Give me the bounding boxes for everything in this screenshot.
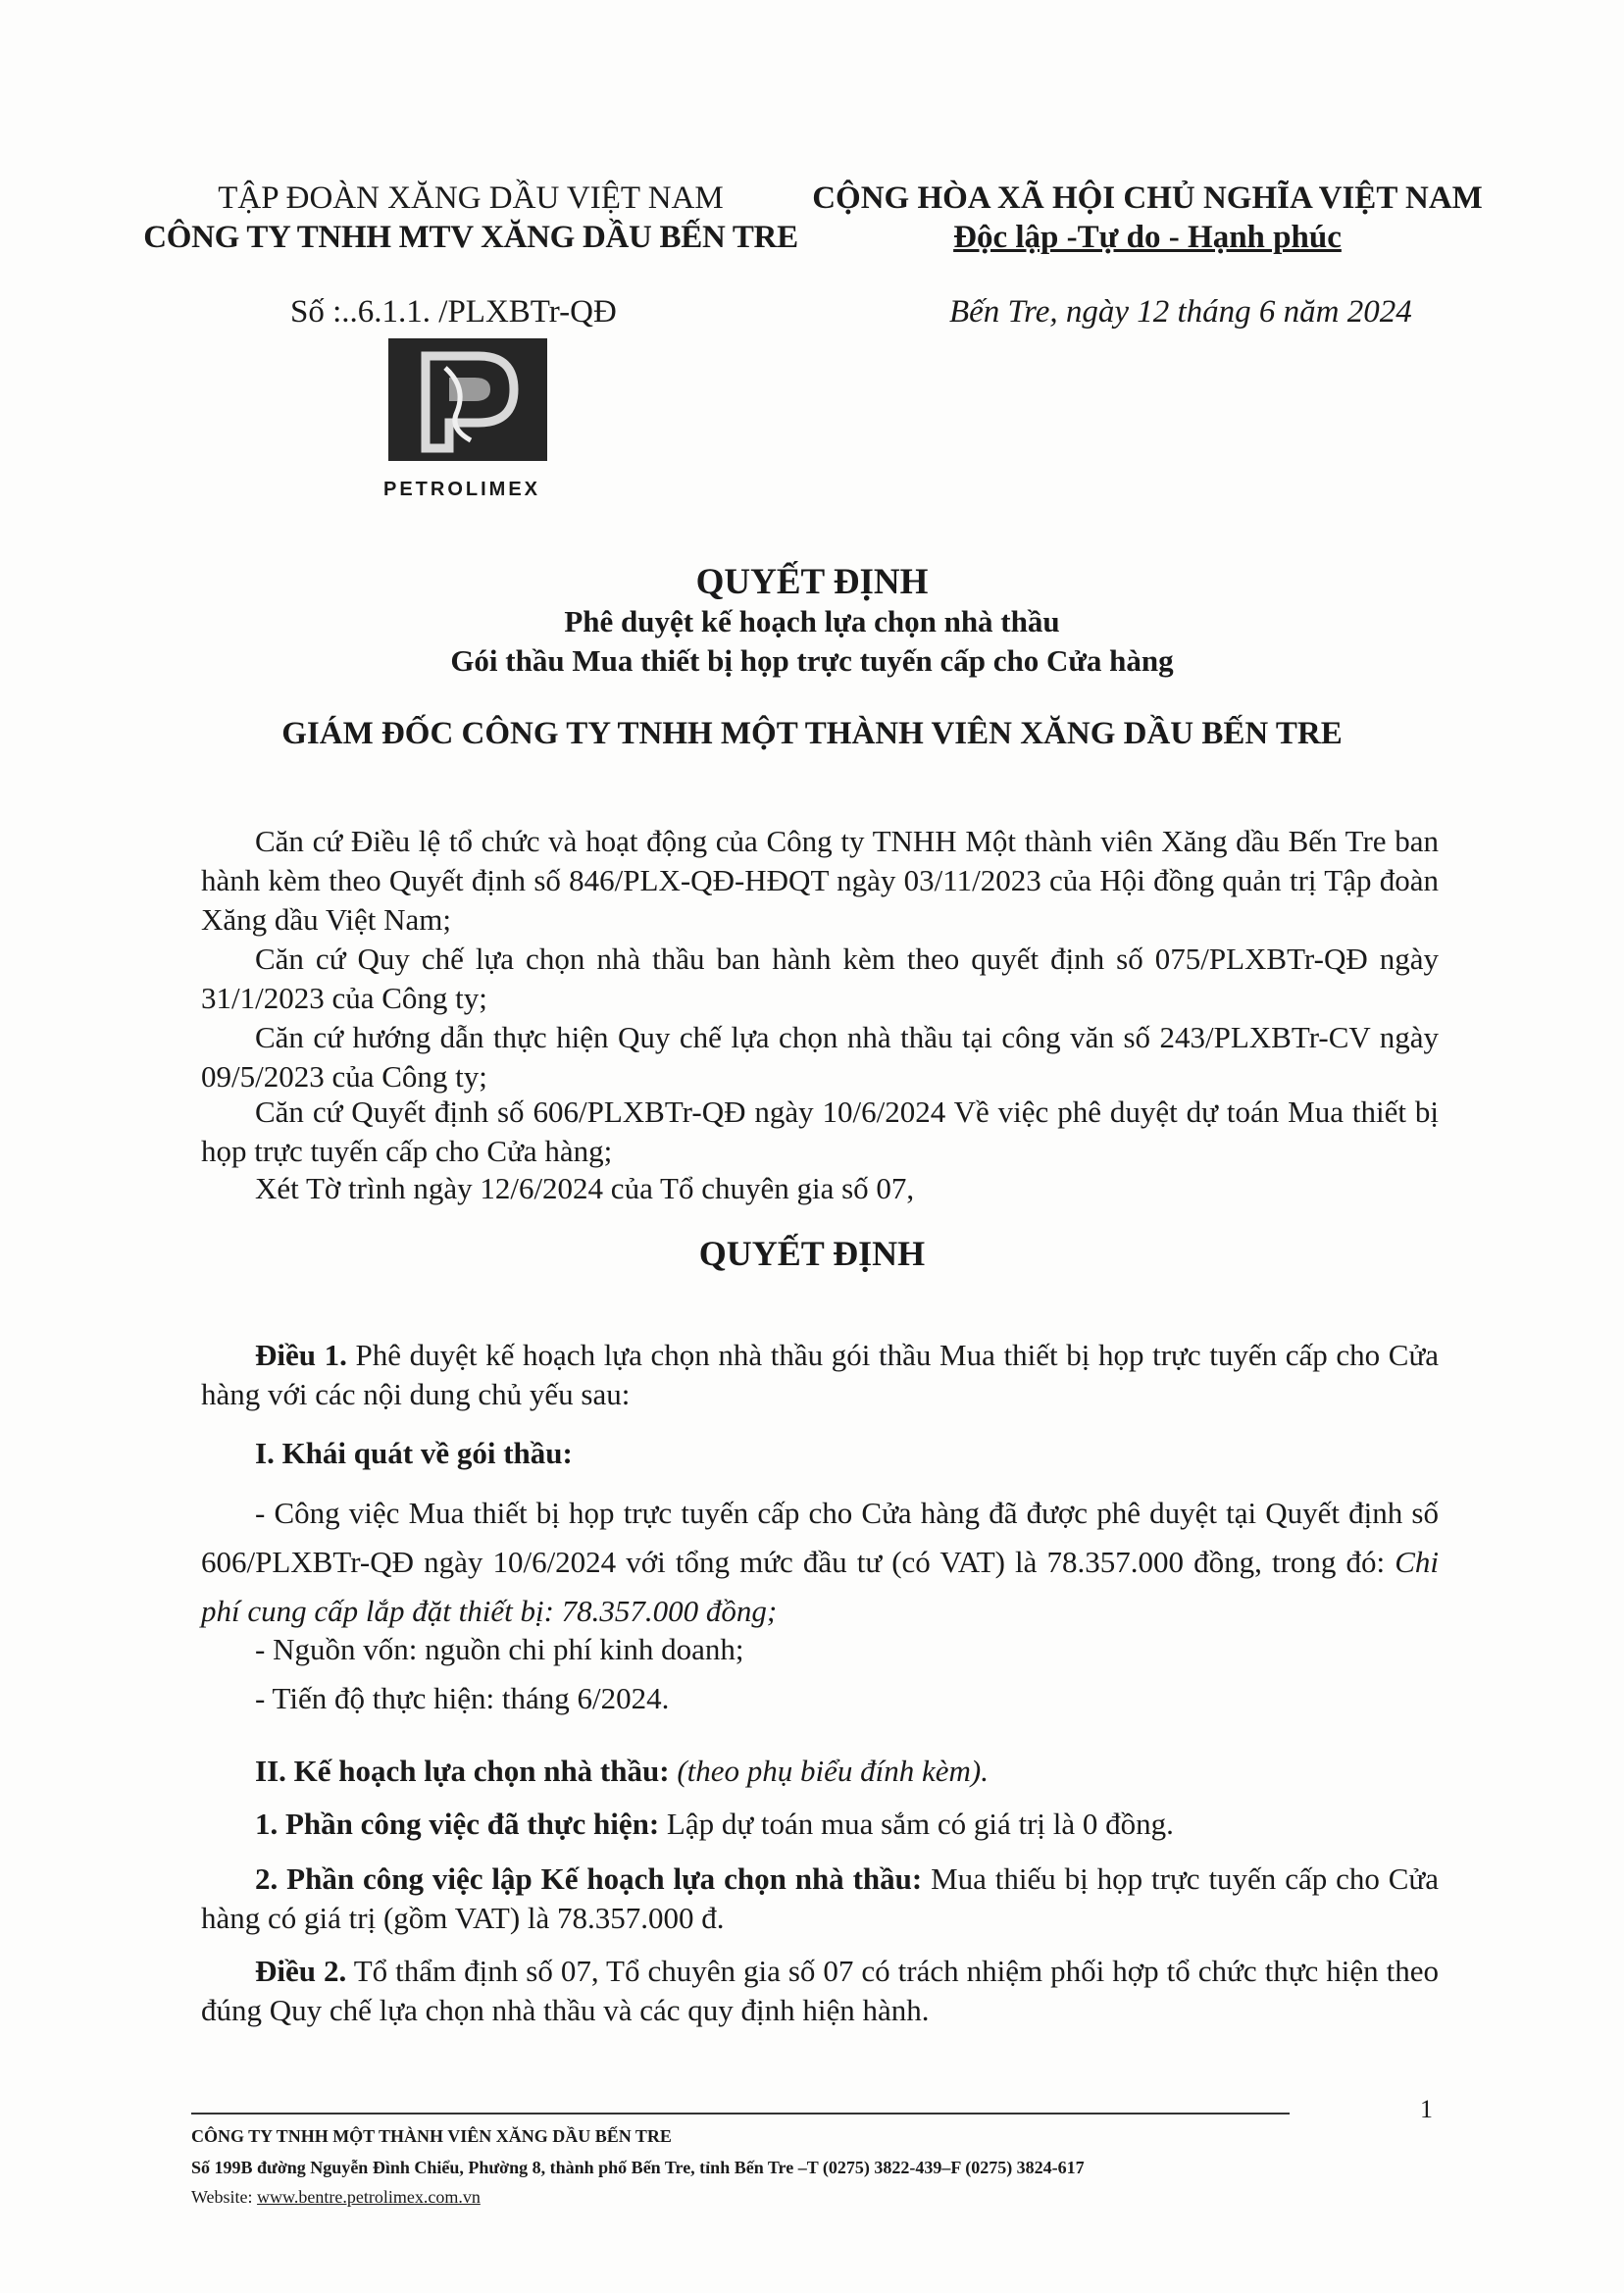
footer-divider — [191, 2113, 1290, 2115]
header-left — [137, 178, 804, 257]
parent-org: TẬP ĐOÀN XĂNG DẦU VIỆT NAM — [218, 180, 724, 216]
company-name: CÔNG TY TNHH MTV XĂNG DẦU BẾN TRE — [143, 220, 798, 255]
petrolimex-logo-icon — [388, 338, 547, 461]
logo-wordmark: PETROLIMEX — [382, 479, 540, 500]
header-right — [804, 178, 1491, 257]
national-motto: Độc lập -Tự do - Hạnh phúc — [953, 220, 1342, 255]
basis-2: Căn cứ Quy chế lựa chọn nhà thầu ban hành kèm theo quyết định số 075/PLXBTr-QĐ ngày 31/1/2023 của Công ty; — [201, 942, 1439, 1015]
document-date: Bến Tre, ngày 12 tháng 6 năm 2024 — [949, 294, 1412, 330]
page-number: 1 — [1420, 2095, 1433, 2123]
footer-address: Số 199B đường Nguyễn Đình Chiểu, Phường 8, thành phố Bến Tre, tỉnh Bến Tre –T (0275) 3822-439–F (0275) 3824-617 — [191, 2158, 1085, 2177]
section-1-heading: I. Khái quát về gói thầu: — [255, 1436, 573, 1470]
section-1-item-2: - Nguồn vốn: nguồn chi phí kinh doanh; — [255, 1632, 744, 1666]
basis-1: Căn cứ Điều lệ tổ chức và hoạt động của Công ty TNHH Một thành viên Xăng dầu Bến Tre ban hành kèm theo Quyết định số 846/PLX-QĐ-HĐQT ngày 03/11/2023 của Hội đồng quản trị Tập đoàn Xăng dầu Việt Nam; — [201, 824, 1439, 937]
national-title: CỘNG HÒA XÃ HỘI CHỦ NGHĨA VIỆT NAM — [812, 180, 1483, 216]
document-number: Số :..6.1.1. /PLXBTr-QĐ — [290, 294, 617, 330]
issuer-heading: GIÁM ĐỐC CÔNG TY TNHH MỘT THÀNH VIÊN XĂNG DẦU BẾN TRE — [281, 716, 1343, 751]
article-2: Điều 2. Tổ thẩm định số 07, Tổ chuyên gia số 07 có trách nhiệm phối hợp tổ chức thực hiện theo đúng Quy chế lựa chọn nhà thầu và các quy định hiện hành. — [201, 1954, 1439, 2027]
title-subject-line1: Phê duyệt kế hoạch lựa chọn nhà thầu — [564, 604, 1060, 638]
website-link[interactable]: www.bentre.petrolimex.com.vn — [257, 2187, 481, 2207]
section-2-part-1: 1. Phần công việc đã thực hiện: Lập dự toán mua sắm có giá trị là 0 đồng. — [255, 1807, 1174, 1841]
basis-5: Xét Tờ trình ngày 12/6/2024 của Tổ chuyên gia số 07, — [255, 1171, 915, 1205]
section-2-heading: II. Kế hoạch lựa chọn nhà thầu: (theo phụ biểu đính kèm). — [255, 1754, 989, 1788]
title-subject-line2: Gói thầu Mua thiết bị họp trực tuyến cấp cho Cửa hàng — [450, 643, 1174, 678]
section-2-part-2: 2. Phần công việc lập Kế hoạch lựa chọn nhà thầu: Mua thiếu bị họp trực tuyến cấp cho Cửa hàng có giá trị (gồm VAT) là 78.357.000 đ. — [201, 1861, 1439, 1935]
basis-3: Căn cứ hướng dẫn thực hiện Quy chế lựa chọn nhà thầu tại công văn số 243/PLXBTr-CV ngày 09/5/2023 của Công ty; — [201, 1020, 1439, 1094]
article-1: Điều 1. Phê duyệt kế hoạch lựa chọn nhà thầu gói thầu Mua thiết bị họp trực tuyến cấp cho Cửa hàng với các nội dung chủ yếu sau: — [201, 1338, 1440, 1411]
footer-company: CÔNG TY TNHH MỘT THÀNH VIÊN XĂNG DẦU BẾN TRE — [191, 2126, 672, 2146]
basis-4: Căn cứ Quyết định số 606/PLXBTr-QĐ ngày 10/6/2024 Về việc phê duyệt dự toán Mua thiết bị họp trực tuyến cấp cho Cửa hàng; — [201, 1095, 1439, 1168]
footer-website: Website: www.bentre.petrolimex.com.vn — [191, 2187, 481, 2207]
section-1-item-1: - Công việc Mua thiết bị họp trực tuyến cấp cho Cửa hàng đã được phê duyệt tại Quyết định số 606/PLXBTr-QĐ ngày 10/6/2024 với tổng mức đầu tư (có VAT) là 78.357.000 đồng, trong đó: Chi phí cung cấp lắp đặt thiết bị: 78.357.000 đồng; — [201, 1496, 1439, 1628]
section-1-item-3: - Tiến độ thực hiện: tháng 6/2024. — [255, 1681, 670, 1715]
decision-heading: QUYẾT ĐỊNH — [698, 1234, 926, 1273]
document-title: QUYẾT ĐỊNH — [695, 562, 929, 602]
